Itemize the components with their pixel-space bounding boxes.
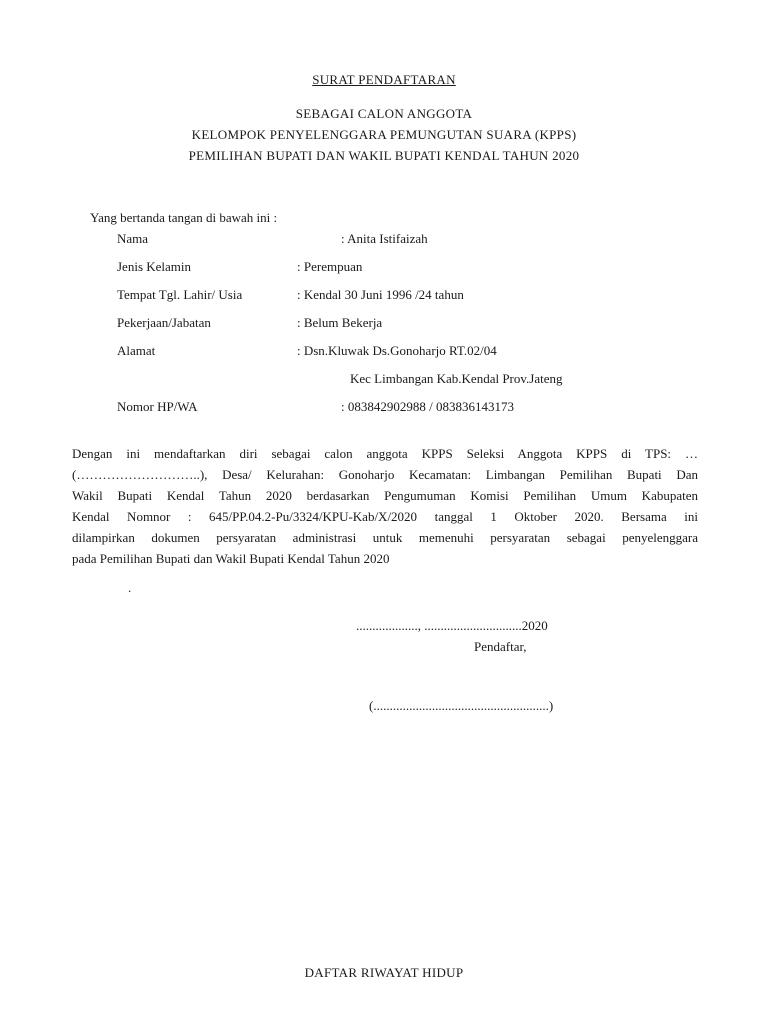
field-label-alamat: Alamat (117, 343, 156, 358)
field-value-tempat-tgl-lahir: : Kendal 30 Juni 1996 /24 tahun (297, 287, 464, 302)
field-value-alamat: : Dsn.Kluwak Ds.Gonoharjo RT.02/04 (297, 343, 497, 358)
paragraph-line: Kendal Nomnor : 645/PP.04.2-Pu/3324/KPU-Kab/X/2020 tanggal 1 Oktober 2020. Bersama ini (72, 509, 698, 524)
paragraph-line: Wakil Bupati Kendal Tahun 2020 berdasarkan Pengumuman Komisi Pemilihan Umum Kabupaten (72, 488, 698, 503)
field-label-pekerjaan: Pekerjaan/Jabatan (117, 315, 211, 330)
field-label-tempat-tgl-lahir: Tempat Tgl. Lahir/ Usia (117, 287, 243, 302)
field-value-nomor-hp: : 083842902988 / 083836143173 (341, 399, 514, 414)
field-value-alamat-line-2: Kec Limbangan Kab.Kendal Prov.Jateng (350, 371, 563, 386)
field-value-pekerjaan: : Belum Bekerja (297, 315, 383, 330)
date-line: ..................., ..............................2020 (356, 618, 548, 633)
paragraph-line: pada Pemilihan Bupati dan Wakil Bupati Kendal Tahun 2020 (72, 551, 390, 566)
paragraph-line: (………………………..), Desa/ Kelurahan: Gonoharjo Kecamatan: Limbangan Pemilihan Bupati Dan (72, 467, 698, 482)
intro-text: Yang bertanda tangan di bawah ini : (90, 210, 278, 225)
stray-dot: . (128, 580, 132, 595)
document-title: SURAT PENDAFTARAN (312, 72, 456, 87)
next-section-title: DAFTAR RIWAYAT HIDUP (304, 965, 464, 980)
field-label-nomor-hp: Nomor HP/WA (117, 399, 198, 414)
subtitle-line-3: PEMILIHAN BUPATI DAN WAKIL BUPATI KENDAL TAHUN 2020 (188, 148, 580, 163)
field-value-nama: : Anita Istifaizah (341, 231, 428, 246)
paragraph-line: dilampirkan dokumen persyaratan administrasi untuk memenuhi persyaratan sebagai penyelenggara (72, 530, 698, 545)
field-value-jenis-kelamin: : Perempuan (297, 259, 363, 274)
field-label-jenis-kelamin: Jenis Kelamin (117, 259, 192, 274)
field-label-nama: Nama (117, 231, 149, 246)
subtitle-line-2: KELOMPOK PENYELENGGARA PEMUNGUTAN SUARA (KPPS) (191, 127, 577, 142)
signature-blank: (......................................................) (369, 698, 554, 713)
signer-label: Pendaftar, (474, 639, 527, 654)
paragraph-line: Dengan ini mendaftarkan diri sebagai calon anggota KPPS Seleksi Anggota KPPS di TPS: … (72, 446, 698, 461)
body-paragraph (72, 443, 698, 569)
subtitle-line-1: SEBAGAI CALON ANGGOTA (295, 106, 473, 121)
